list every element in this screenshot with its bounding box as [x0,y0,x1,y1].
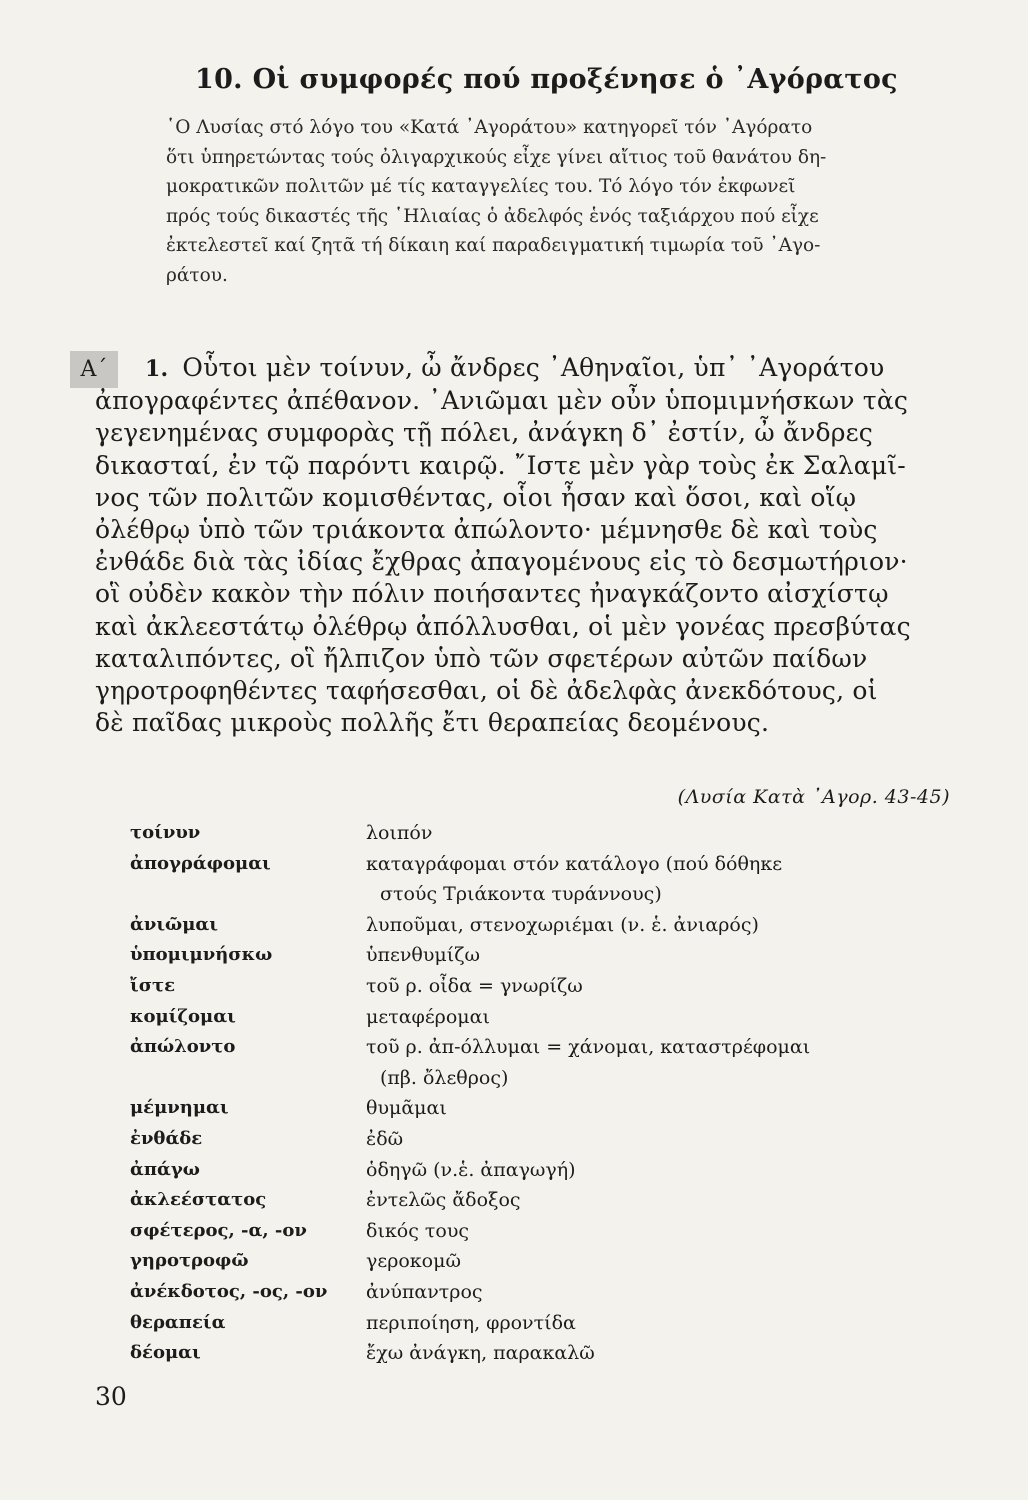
passage-line: καταλιπόντες, οἳ ἤλπιζον ὑπὸ τῶν σφετέρων αὐτῶν παίδων [95,643,868,673]
glossary-term: σφέτερος, -α, -ον [130,1219,307,1241]
glossary-entry [130,849,910,910]
definition-line: ὁδηγῶ (ν.ἑ. ἀπαγωγή) [366,1158,576,1181]
passage-line: γεγενημένας συμφορὰς τῇ πόλει, ἀνάγκη δ᾿ ἐστίν, ὦ ἄνδρες [95,418,873,448]
definition-line: τοῦ ρ. ἀπ-όλλυμαι = χάνομαι, καταστρέφομαι [366,1036,811,1059]
glossary-entry [130,1277,910,1308]
intro-line: πρός τούς δικαστές τῆς ῾Ηλιαίας ὁ ἀδελφός ἑνός ταξιάρχου πού εἶχε [166,205,819,227]
glossary-term: τοίνυν [130,822,201,843]
intro-line: ῾Ο Λυσίας στό λόγο του «Κατά ᾿Αγοράτου» κατηγορεῖ τόν ᾿Αγόρατο [166,117,813,138]
passage-line: ἐνθάδε διὰ τὰς ἰδίας ἔχθρας ἀπαγομένους εἰς τὸ δεσμωτήριον· [95,547,908,577]
glossary-entry [130,1246,910,1277]
glossary-entry [130,1308,910,1339]
glossary-definition [366,1155,910,1186]
glossary-definition [366,849,910,910]
glossary-term: ἀνέκδοτος, -ος, -ον [130,1280,328,1302]
intro-paragraph [166,113,961,290]
glossary-definition [366,1308,910,1339]
glossary-definition [366,1216,910,1247]
intro-line: ἐκτελεστεῖ καί ζητᾶ τή δίκαιη καί παραδειγματική τιμωρία τοῦ ᾿Αγο- [166,235,821,256]
glossary-entry [130,910,910,941]
definition-line: λοιπόν [366,822,433,844]
glossary-definition [366,910,910,941]
intro-line: ὅτι ὑπηρετώντας τούς ὀλιγαρχικούς εἶχε γίνει αἴτιος τοῦ θανάτου δη- [166,146,827,168]
passage-line [95,352,975,385]
definition-line: καταγράφομαι στόν κατάλογο (πού δόθηκε [366,852,783,875]
glossary-definition [366,1093,910,1124]
glossary-term: ἴστε [130,974,176,996]
definition-line: λυποῦμαι, στενοχωριέμαι (ν. ἑ. ἀνιαρός) [366,913,759,936]
glossary-term: ἀνιῶμαι [130,913,218,935]
passage-line: οἳ οὐδὲν κακὸν τὴν πόλιν ποιήσαντες ἠναγκάζοντο αἰσχίστῳ [95,579,889,609]
passage-line-text: Οὗτοι μὲν τοίνυν, ὦ ἄνδρες ᾿Αθηναῖοι, ὑπ᾿ ᾿Αγοράτου [182,353,885,382]
glossary-definition [366,1032,910,1093]
page-number: 30 [95,1382,127,1411]
glossary-entry [130,1155,910,1186]
definition-line: ἀνύπαντρος [366,1280,483,1303]
passage-line: ὀλέθρῳ ὑπὸ τῶν τριάκοντα ἀπώλοντο· μέμνησθε δὲ καὶ τοὺς [95,515,878,545]
glossary-definition [366,971,910,1002]
glossary-definition [366,1338,910,1369]
paragraph-number: 1. [145,356,169,382]
glossary-term: ἀκλεέστατος [130,1189,267,1211]
intro-line: μοκρατικῶν πολιτῶν μέ τίς καταγγελίες του. Τό λόγο τόν ἐκφωνεῖ [166,176,796,197]
glossary-entry [130,1185,910,1216]
glossary-term: θεραπεία [130,1311,226,1333]
definition-continuation: στούς Τριάκοντα τυράννους) [380,883,662,906]
glossary-entry [130,1002,910,1033]
glossary-definition [366,1002,910,1033]
definition-line: θυμᾶμαι [366,1097,447,1120]
glossary-term: κομίζομαι [130,1005,236,1027]
passage-line: ἀπογραφέντες ἀπέθανον. ᾿Ανιῶμαι μὲν οὖν ὑπομιμνήσκων τὰς [95,386,909,416]
passage-line: καὶ ἀκλεεστάτῳ ὀλέθρῳ ἀπόλλυσθαι, οἱ μὲν γονέας πρεσβύτας [95,611,911,641]
glossary-entry [130,1338,910,1369]
greek-passage [95,352,975,739]
glossary-entry [130,1124,910,1155]
definition-line: ἐντελῶς ἄδοξος [366,1189,521,1212]
passage-line: γηροτροφηθέντες ταφήσεσθαι, οἱ δὲ ἀδελφὰς ἀνεκδότους, οἱ [95,676,878,706]
glossary-definition [366,940,910,971]
section-marker: Α΄ [70,351,118,388]
glossary-definition [366,1124,910,1155]
definition-line: γεροκομῶ [366,1250,461,1273]
glossary-definition [366,1246,910,1277]
glossary [130,818,910,1369]
glossary-definition [366,1185,910,1216]
glossary-term: ἀπώλοντο [130,1036,236,1058]
passage-line: δὲ παῖδας μικροὺς πολλῆς ἔτι θεραπείας δεομένους. [95,708,770,738]
definition-line: τοῦ ρ. οἶδα = γνωρίζω [366,974,583,997]
definition-line: ἔχω ἀνάγκη, παρακαλῶ [366,1342,595,1365]
definition-line: ἐδῶ [366,1127,404,1150]
glossary-term: δέομαι [130,1342,201,1364]
definition-line: ὑπενθυμίζω [366,944,481,967]
glossary-term: ὑπομιμνήσκω [130,944,273,966]
glossary-entry [130,1093,910,1124]
glossary-entry [130,1216,910,1247]
source-citation: (Λυσία Κατὰ ᾿Αγορ. 43-45) [677,786,950,808]
glossary-term: γηροτροφῶ [130,1250,249,1272]
definition-line: μεταφέρομαι [366,1005,490,1028]
glossary-entry [130,940,910,971]
definition-line: δικός τους [366,1219,470,1242]
definition-line: περιποίηση, φροντίδα [366,1311,576,1334]
passage-line: δικασταί, ἐν τῷ παρόντι καιρῷ. ῎Ιστε μὲν γὰρ τοὺς ἐκ Σαλαμῖ- [95,450,906,480]
glossary-definition [366,1277,910,1308]
glossary-definition [366,818,910,849]
glossary-term: ἐνθάδε [130,1127,203,1149]
passage-line: νος τῶν πολιτῶν κομισθέντας, οἷοι ἦσαν καὶ ὅσοι, καὶ οἵῳ [95,482,857,512]
page-title: 10. Οἱ συμφορές πού προξένησε ὁ ᾿Αγόρατος [195,64,898,95]
glossary-entry [130,1032,910,1093]
glossary-term: ἀπογράφομαι [130,852,271,874]
glossary-term: μέμνημαι [130,1097,229,1119]
glossary-entry [130,818,910,849]
intro-line: ράτου. [166,264,228,286]
definition-continuation: (πβ. ὄλεθρος) [380,1066,509,1089]
glossary-term: ἀπάγω [130,1158,200,1180]
glossary-entry [130,971,910,1002]
